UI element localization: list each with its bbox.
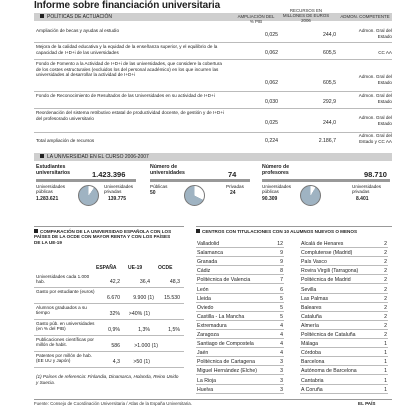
centro-count: 1 (384, 368, 387, 375)
centro-name: Rovira Virgili (Tarragona) (301, 268, 359, 275)
row-ocde: 15.530 (164, 295, 180, 301)
row-espana: 32% (109, 311, 120, 317)
row-label: Gasto púb. en universidades (en % del PIB) (36, 321, 95, 332)
section-marker-icon (196, 229, 200, 233)
table-row (34, 92, 392, 109)
centro-name: Politécnica de Cataluña (301, 332, 356, 338)
centro-name: La Rioja (197, 377, 217, 384)
table-row (34, 60, 392, 92)
centros-rule (196, 226, 392, 227)
centro-name: Barcelona (301, 359, 325, 366)
centro-name: Málaga (301, 341, 319, 348)
centro-count: 2 (384, 286, 387, 293)
row-admon: Admon. Gral del Estado (358, 93, 392, 104)
centro-count: 5 (280, 295, 283, 302)
row-recursos: 2.186,7 (318, 138, 336, 144)
row-label: Universidades cada 1.000 hab. (36, 274, 90, 285)
centro-count: 2 (384, 304, 387, 311)
row-ocde: 1,5% (168, 327, 180, 333)
profesores-publicas-value: 90.309 (262, 196, 278, 202)
list-item (196, 368, 284, 375)
row-ue19: >40% (1) (128, 311, 150, 317)
centro-count: 1 (384, 350, 387, 357)
centro-count: 9 (280, 250, 283, 257)
profesores-bar (262, 179, 390, 182)
row-pib: 0,062 (265, 50, 278, 56)
centro-name: Cádiz (197, 268, 211, 275)
centro-count: 8 (280, 268, 283, 275)
cmp-head-ocde: OCDE (158, 265, 173, 271)
row-label: Ampliación de becas y ayudas al estudio (36, 28, 119, 33)
page-title: Informe sobre financiación universitaria (34, 0, 221, 11)
centro-name: Las Palmas (301, 295, 329, 302)
comparacion-note: (1) Países de referencia: Finlandia, Dinamarca, Holanda, Reino Unido y Suecia. (36, 374, 179, 385)
centro-count: 2 (384, 313, 387, 320)
row-recursos: 605,5 (323, 50, 336, 56)
centro-name: Politécnica de Madrid (301, 277, 351, 284)
list-item (300, 277, 388, 284)
table-row (34, 352, 184, 368)
row-espana: 6.670 (107, 295, 120, 301)
centro-count: 1 (384, 359, 387, 366)
profesores-privadas-value: 8.401 (356, 196, 369, 202)
centro-count: 7 (280, 277, 283, 284)
profesores-publicas-label: Universidades públicas (262, 184, 292, 195)
comparacion-rule (34, 226, 184, 227)
row-admon: CC AA (378, 50, 392, 55)
list-item (300, 368, 388, 375)
centro-name: Extremadura (197, 322, 227, 329)
centro-name: Oviedo (197, 304, 214, 311)
row-label: Gasto por estudiante (euros) (36, 289, 95, 294)
centro-count: 2 (384, 250, 387, 257)
centro-count: 4 (280, 322, 283, 329)
curso-section-label: LA UNIVERSIDAD EN EL CURSO 2006-2007 (47, 154, 149, 160)
centro-name: León (197, 286, 209, 293)
estudiantes-bar (36, 179, 136, 182)
list-item (300, 323, 388, 330)
row-ue19: 36,4 (139, 279, 150, 285)
centro-count: 2 (384, 277, 387, 284)
estudiantes-label: Estudiantes universitarios (36, 164, 71, 176)
centro-name: Lleida (197, 295, 211, 302)
centro-name: Córdoba (301, 350, 321, 357)
centro-name: Politécnica de Valencia (197, 277, 251, 284)
list-item (300, 332, 388, 339)
centro-name: Granada (197, 259, 218, 266)
row-recursos: 244,0 (323, 32, 336, 38)
centro-name: Miguel Hernández (Elche) (197, 368, 257, 375)
centro-count: 1 (384, 341, 387, 348)
centro-name: Huelva (197, 386, 214, 393)
centro-count: 2 (384, 295, 387, 302)
estudiantes-publicas-label: Universidades públicas (36, 184, 66, 195)
centro-count: 5 (280, 304, 283, 311)
row-label: Fondo de Reconocimiento de Resultados de las Universidades en su actividad de I+D+i (36, 93, 215, 98)
table-row (34, 336, 184, 352)
universidades-pie (184, 185, 205, 206)
profesores-pie (300, 185, 321, 206)
cmp-head-ue19: UE-19 (128, 265, 143, 271)
list-item (300, 296, 388, 303)
footer-source: Fuente: Consejo de Coordinación Universitaria / Atlas de la España Universitaria. (34, 401, 192, 406)
section-marker-icon (40, 154, 44, 158)
list-item (300, 387, 388, 394)
col-head-admon: ADMON. COMPETENTE (340, 14, 390, 19)
centro-name: Almería (301, 322, 319, 329)
row-label: Total ampliación de recursos (36, 138, 95, 143)
list-item (196, 296, 284, 303)
centro-count: 1 (384, 386, 387, 393)
list-item (196, 277, 284, 284)
col-head-recursos: RECURSOS EN MILLONES DE EUROS 2006 (282, 8, 330, 23)
footer-rule (34, 399, 392, 400)
table-row (34, 273, 184, 288)
list-item (196, 387, 284, 394)
list-item (196, 323, 284, 330)
list-item (300, 314, 388, 321)
centro-count: 9 (280, 259, 283, 266)
centro-count: 2 (384, 322, 387, 329)
list-item (300, 259, 388, 266)
centro-name: Salamanca (197, 250, 223, 257)
row-admon: Admon. Gral del Estado (358, 28, 392, 39)
list-item (196, 259, 284, 266)
comparacion-title: COMPARACIÓN DE LA UNIVERSIDAD ESPAÑOLA CON LOS PAÍSES DE LA OCDE CON MAYOR RENTA Y CON LOS PAÍSES DE LA UE-19 (34, 229, 172, 245)
footer-brand: EL PAÍS (358, 401, 376, 406)
centro-count: 6 (280, 286, 283, 293)
list-item (300, 250, 388, 257)
row-label: Patentes por millón de hab. (EE UU y Japón) (36, 353, 92, 364)
centro-count: 4 (280, 350, 283, 357)
centro-count: 2 (384, 241, 387, 247)
centro-count: 3 (280, 377, 283, 384)
curso-section-bar (34, 153, 392, 161)
list-item (196, 241, 284, 248)
row-ue19: 1,3% (138, 327, 150, 333)
universidades-bar (150, 179, 250, 182)
row-pib: 0,030 (265, 99, 278, 105)
list-item (196, 268, 284, 275)
row-pib: 0,224 (265, 138, 278, 144)
centros-title: CENTROS CON TITULACIONES CON 10 ALUMNOS NUEVOS O MENOS (196, 229, 386, 234)
centro-name: Alcalá de Henares (301, 241, 344, 247)
table-row-total (34, 133, 392, 151)
centro-name: Sevilla (301, 286, 317, 293)
centro-count: 2 (384, 259, 387, 266)
centro-name: A Coruña (301, 386, 323, 393)
row-label: Mejora de la calidad educativa y la equidad de la enseñanza superior, y el equilibrio de la capacidad de I+D+i de las universidades (36, 44, 218, 55)
list-item (300, 341, 388, 348)
row-ue19: >1.000 (1) (134, 343, 158, 349)
row-espana: 0,9% (108, 327, 120, 333)
list-item (300, 350, 388, 357)
list-item (196, 332, 284, 339)
centro-count: 5 (280, 313, 283, 320)
centro-count: 2 (384, 332, 387, 338)
table-row (34, 109, 392, 133)
centro-count: 3 (280, 386, 283, 393)
list-item (196, 341, 284, 348)
centro-name: País Vasco (301, 259, 327, 266)
centro-name: Cantabria (301, 377, 324, 384)
row-pib: 0,025 (265, 32, 278, 38)
list-item (196, 314, 284, 321)
centro-count: 12 (277, 241, 283, 247)
profesores-privadas-label: Universidades privadas (352, 184, 382, 195)
row-label: Fondo de Fomento a la Actividad de I+D+i de las universidades, que considere la cobertura de los costes estructurales (excluidos los del personal académico) en los que incurren las universidades al desarrollar la actividad de I+D+i (36, 61, 222, 78)
row-recursos: 605,5 (323, 80, 336, 86)
row-pib: 0,025 (265, 120, 278, 126)
centro-name: Cataluña (301, 313, 322, 320)
centro-count: 4 (280, 341, 283, 348)
table-row (34, 27, 392, 43)
row-ue19: >50 (1) (133, 359, 150, 365)
list-item (196, 287, 284, 294)
universidades-publicas-value: 50 (150, 190, 156, 196)
estudiantes-privadas-label: Universidades privadas (104, 184, 134, 195)
row-label: Reordenación del sistema retributivo estatal de productividad docente, de gestión y de I+D+i del profesorado universitario (36, 110, 224, 121)
centro-name: Autónoma de Barcelona (301, 368, 357, 375)
centro-name: Jaén (197, 350, 209, 357)
list-item (300, 287, 388, 294)
table-row (34, 43, 392, 60)
list-item (196, 378, 284, 385)
universidades-privadas-label: Privadas (226, 184, 244, 189)
row-label: Publicaciones científicas por millón de habit. (36, 337, 94, 348)
universidades-label: Número de universidades (150, 164, 185, 176)
row-ue19: 9.900 (1) (133, 295, 154, 301)
centro-name: Santiago de Compostela (197, 341, 254, 348)
estudiantes-privadas-value: 139.775 (108, 196, 127, 202)
list-item (300, 241, 388, 248)
list-item (196, 305, 284, 312)
centro-name: Baleares (301, 304, 322, 311)
universidades-publicas-label: Públicas (150, 184, 168, 189)
row-espana: 42,2 (109, 279, 120, 285)
row-admon: Admon. Gral del Estado y CC AA (358, 133, 392, 144)
row-admon: Admon. Gral del Estado (358, 115, 392, 126)
row-label: Alumnos graduados a su tiempo (36, 305, 87, 316)
col-head-pib: AMPLIACIÓN DEL % PIB (237, 14, 275, 24)
row-pib: 0,062 (265, 80, 278, 86)
cmp-head-espana: ESPAÑA (96, 265, 117, 271)
row-ocde: 48,3 (169, 279, 180, 285)
universidades-total: 74 (228, 170, 237, 179)
section-marker-icon (40, 14, 44, 18)
list-item (196, 250, 284, 257)
section-marker-icon (34, 229, 38, 233)
centro-count: 3 (280, 368, 283, 375)
universidades-privadas-value: 24 (230, 190, 236, 196)
centro-count: 1 (384, 377, 387, 384)
row-espana: 586 (111, 343, 120, 349)
centro-count: 4 (280, 332, 283, 338)
list-item (300, 359, 388, 366)
table-row (34, 288, 184, 304)
profesores-label: Número de profesores (262, 164, 290, 176)
estudiantes-publicas-value: 1.283.621 (36, 196, 59, 202)
estudiantes-total: 1.423.396 (92, 170, 126, 179)
centro-count: 2 (384, 268, 387, 275)
centro-name: Valladolid (197, 241, 220, 247)
list-item (300, 268, 388, 275)
table-row (34, 320, 184, 336)
list-item (196, 350, 284, 357)
politicas-section-label: POLÍTICAS DE ACTUACIÓN (47, 14, 113, 20)
centro-name: Zaragoza (197, 332, 219, 338)
table-row (34, 304, 184, 320)
centro-name: Castilla - La Mancha (197, 313, 245, 320)
list-item (300, 305, 388, 312)
estudiantes-pie (78, 185, 99, 206)
profesores-total: 98.710 (364, 170, 387, 179)
row-espana: 4,3 (112, 359, 120, 365)
row-recursos: 292,9 (323, 99, 336, 105)
centro-name: Complutense (Madrid) (301, 250, 353, 257)
list-item (300, 378, 388, 385)
centro-name: Politécnica de Cartagena (197, 359, 255, 366)
row-recursos: 244,0 (323, 120, 336, 126)
list-item (196, 359, 284, 366)
centro-count: 3 (280, 359, 283, 366)
row-admon: Admon. Gral del Estado (358, 74, 392, 85)
